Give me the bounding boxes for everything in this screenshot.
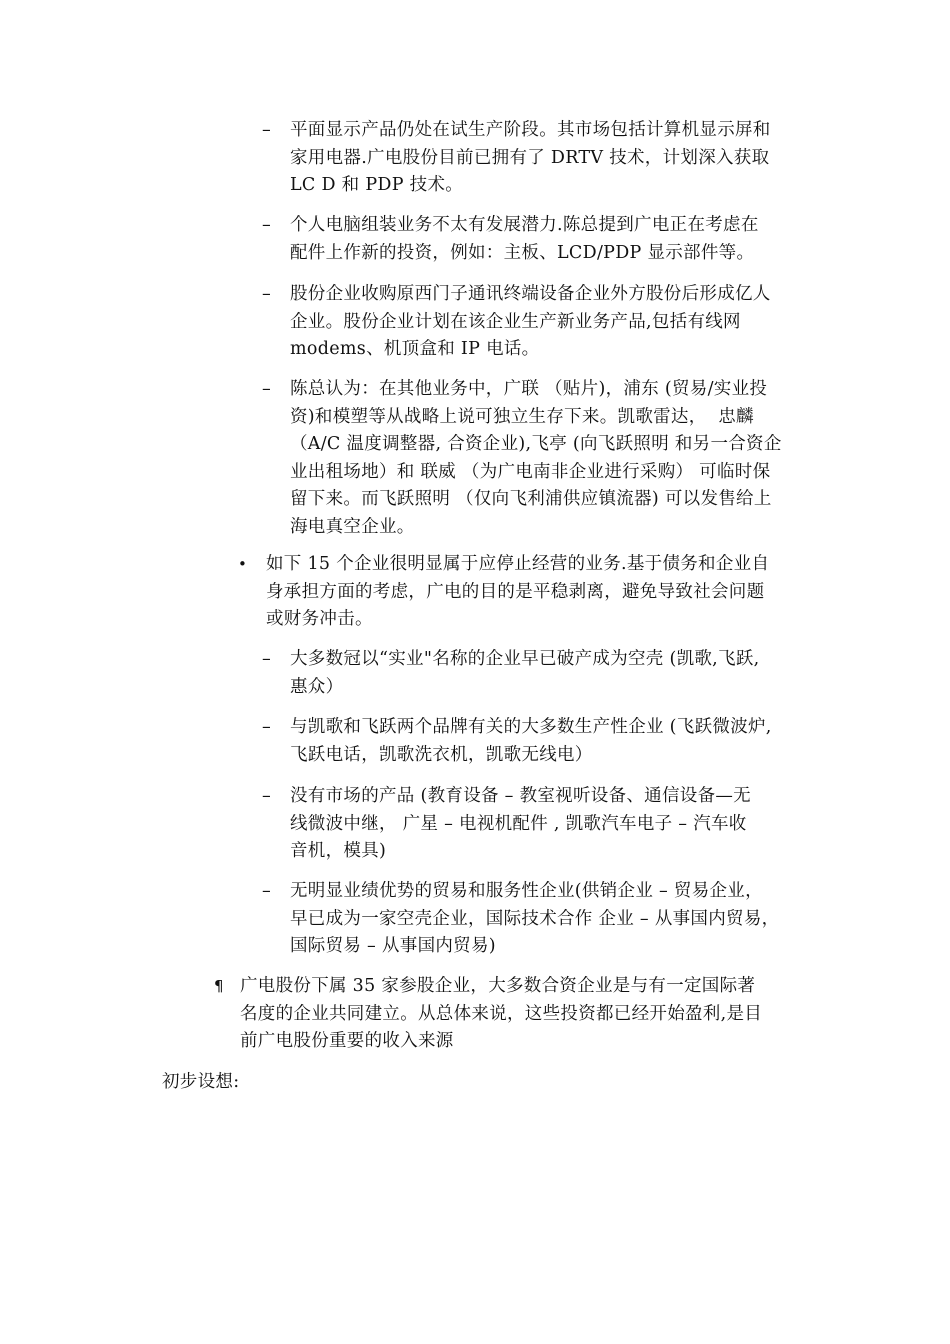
paragraph-line: 没有市场的产品 (教育设备 – 教室视听设备、通信设备—无 — [290, 786, 751, 806]
paragraph-line: 业出租场地）和 联威 （为广电南非企业进行采购） 可临时保 — [290, 461, 771, 482]
paragraph-line: 音机，模具) — [290, 841, 387, 861]
sub-bullet-surviving-businesses — [262, 376, 862, 541]
sub-bullet-flat-display — [262, 117, 862, 200]
paragraph-line: 资)和模塑等从战略上说可独立生存下来。凯歌雷达， 忠麟 — [290, 406, 754, 427]
paragraph-line: 如下 15 个企业很明显属于应停止经营的业务.基于债务和企业自 — [266, 554, 770, 574]
pilcrow-marker: ¶ — [214, 977, 224, 995]
paragraph-line: 家用电器.广电股份目前已拥有了 DRTV 技术，计划深入获取 — [290, 147, 770, 168]
paragraph-line: 线微波中继， 广星 – 电视机配件 , 凯歌汽车电子 – 汽车收 — [290, 813, 747, 834]
dash-marker: – — [262, 120, 272, 140]
paragraph-line: 惠众） — [290, 676, 344, 697]
paragraph-line: 平面显示产品仍处在试生产阶段。其市场包括计算机显示屏和 — [290, 120, 771, 140]
paragraph-line: LC D 和 PDP 技术。 — [290, 175, 464, 195]
paragraph-line: 无明显业绩优势的贸易和服务性企业(供销企业 – 贸易企业， — [290, 881, 763, 901]
dash-marker: – — [262, 717, 272, 737]
dash-marker: – — [262, 786, 272, 806]
paragraph-line: 大多数冠以“实业"名称的企业早已破产成为空壳 (凯歌,飞跃, — [290, 649, 760, 669]
paragraph-line: 个人电脑组装业务不太有发展潜力.陈总提到广电正在考虑在 — [290, 215, 759, 235]
paragraph-line: 或财务冲击。 — [266, 609, 373, 629]
paragraph-equity-enterprises — [214, 973, 862, 1056]
paragraph-line: 与凯歌和飞跃两个品牌有关的大多数生产性企业 (飞跃微波炉, — [290, 717, 772, 737]
paragraph-line: 股份企业收购原西门子通讯终端设备企业外方股份后形成亿人 — [290, 284, 771, 304]
paragraph-line: 飞跃电话，凯歌洗衣机，凯歌无线电） — [290, 744, 593, 765]
paragraph-line: modems、机顶盒和 IP 电话。 — [290, 339, 540, 359]
sub-bullet-trade-services — [262, 878, 862, 961]
dash-marker: – — [262, 649, 272, 669]
sub-bullet-shell-companies — [262, 646, 862, 701]
paragraph-line: 名度的企业共同建立。从总体来说，这些投资都已经开始盈利,是目 — [240, 1003, 763, 1024]
dash-marker: – — [262, 215, 272, 235]
bullet-fifteen-enterprises — [236, 551, 862, 634]
dash-marker: – — [262, 284, 272, 304]
sub-bullet-brand-producers — [262, 714, 862, 769]
paragraph-line: 留下来。而飞跃照明 （仅向飞利浦供应镇流器) 可以发售给上 — [290, 489, 772, 509]
paragraph-line: 早已成为一家空壳企业，国际技术合作 企业 – 从事国内贸易， — [290, 908, 780, 929]
paragraph-line: （A/C 温度调整器, 合资企业),飞亭 (向飞跃照明 和另一合资企 — [290, 434, 782, 454]
sub-bullet-siemens-acquisition — [262, 281, 862, 364]
dash-marker: – — [262, 881, 272, 901]
paragraph-line: 前广电股份重要的收入来源 — [240, 1031, 454, 1051]
paragraph-line: 海电真空企业。 — [290, 516, 415, 537]
paragraph-line: 配件上作新的投资，例如：主板、LCD/PDP 显示部件等。 — [290, 242, 755, 263]
section-heading: 初步设想: — [162, 1072, 240, 1092]
dash-marker: – — [262, 379, 272, 399]
bullet-marker: • — [238, 555, 248, 573]
paragraph-line: 国际贸易 – 从事国内贸易) — [290, 936, 496, 956]
sub-bullet-no-market-products — [262, 783, 862, 866]
paragraph-line: 陈总认为：在其他业务中，广联 （贴片)，浦东 (贸易/实业投 — [290, 379, 768, 399]
sub-bullet-pc-assembly — [262, 212, 862, 267]
paragraph-line: 广电股份下属 35 家参股企业，大多数合资企业是与有一定国际著 — [240, 976, 756, 996]
paragraph-line: 企业。股份企业计划在该企业生产新业务产品,包括有线网 — [290, 311, 741, 332]
paragraph-line: 身承担方面的考虑，广电的目的是平稳剥离，避免导致社会问题 — [266, 581, 765, 602]
